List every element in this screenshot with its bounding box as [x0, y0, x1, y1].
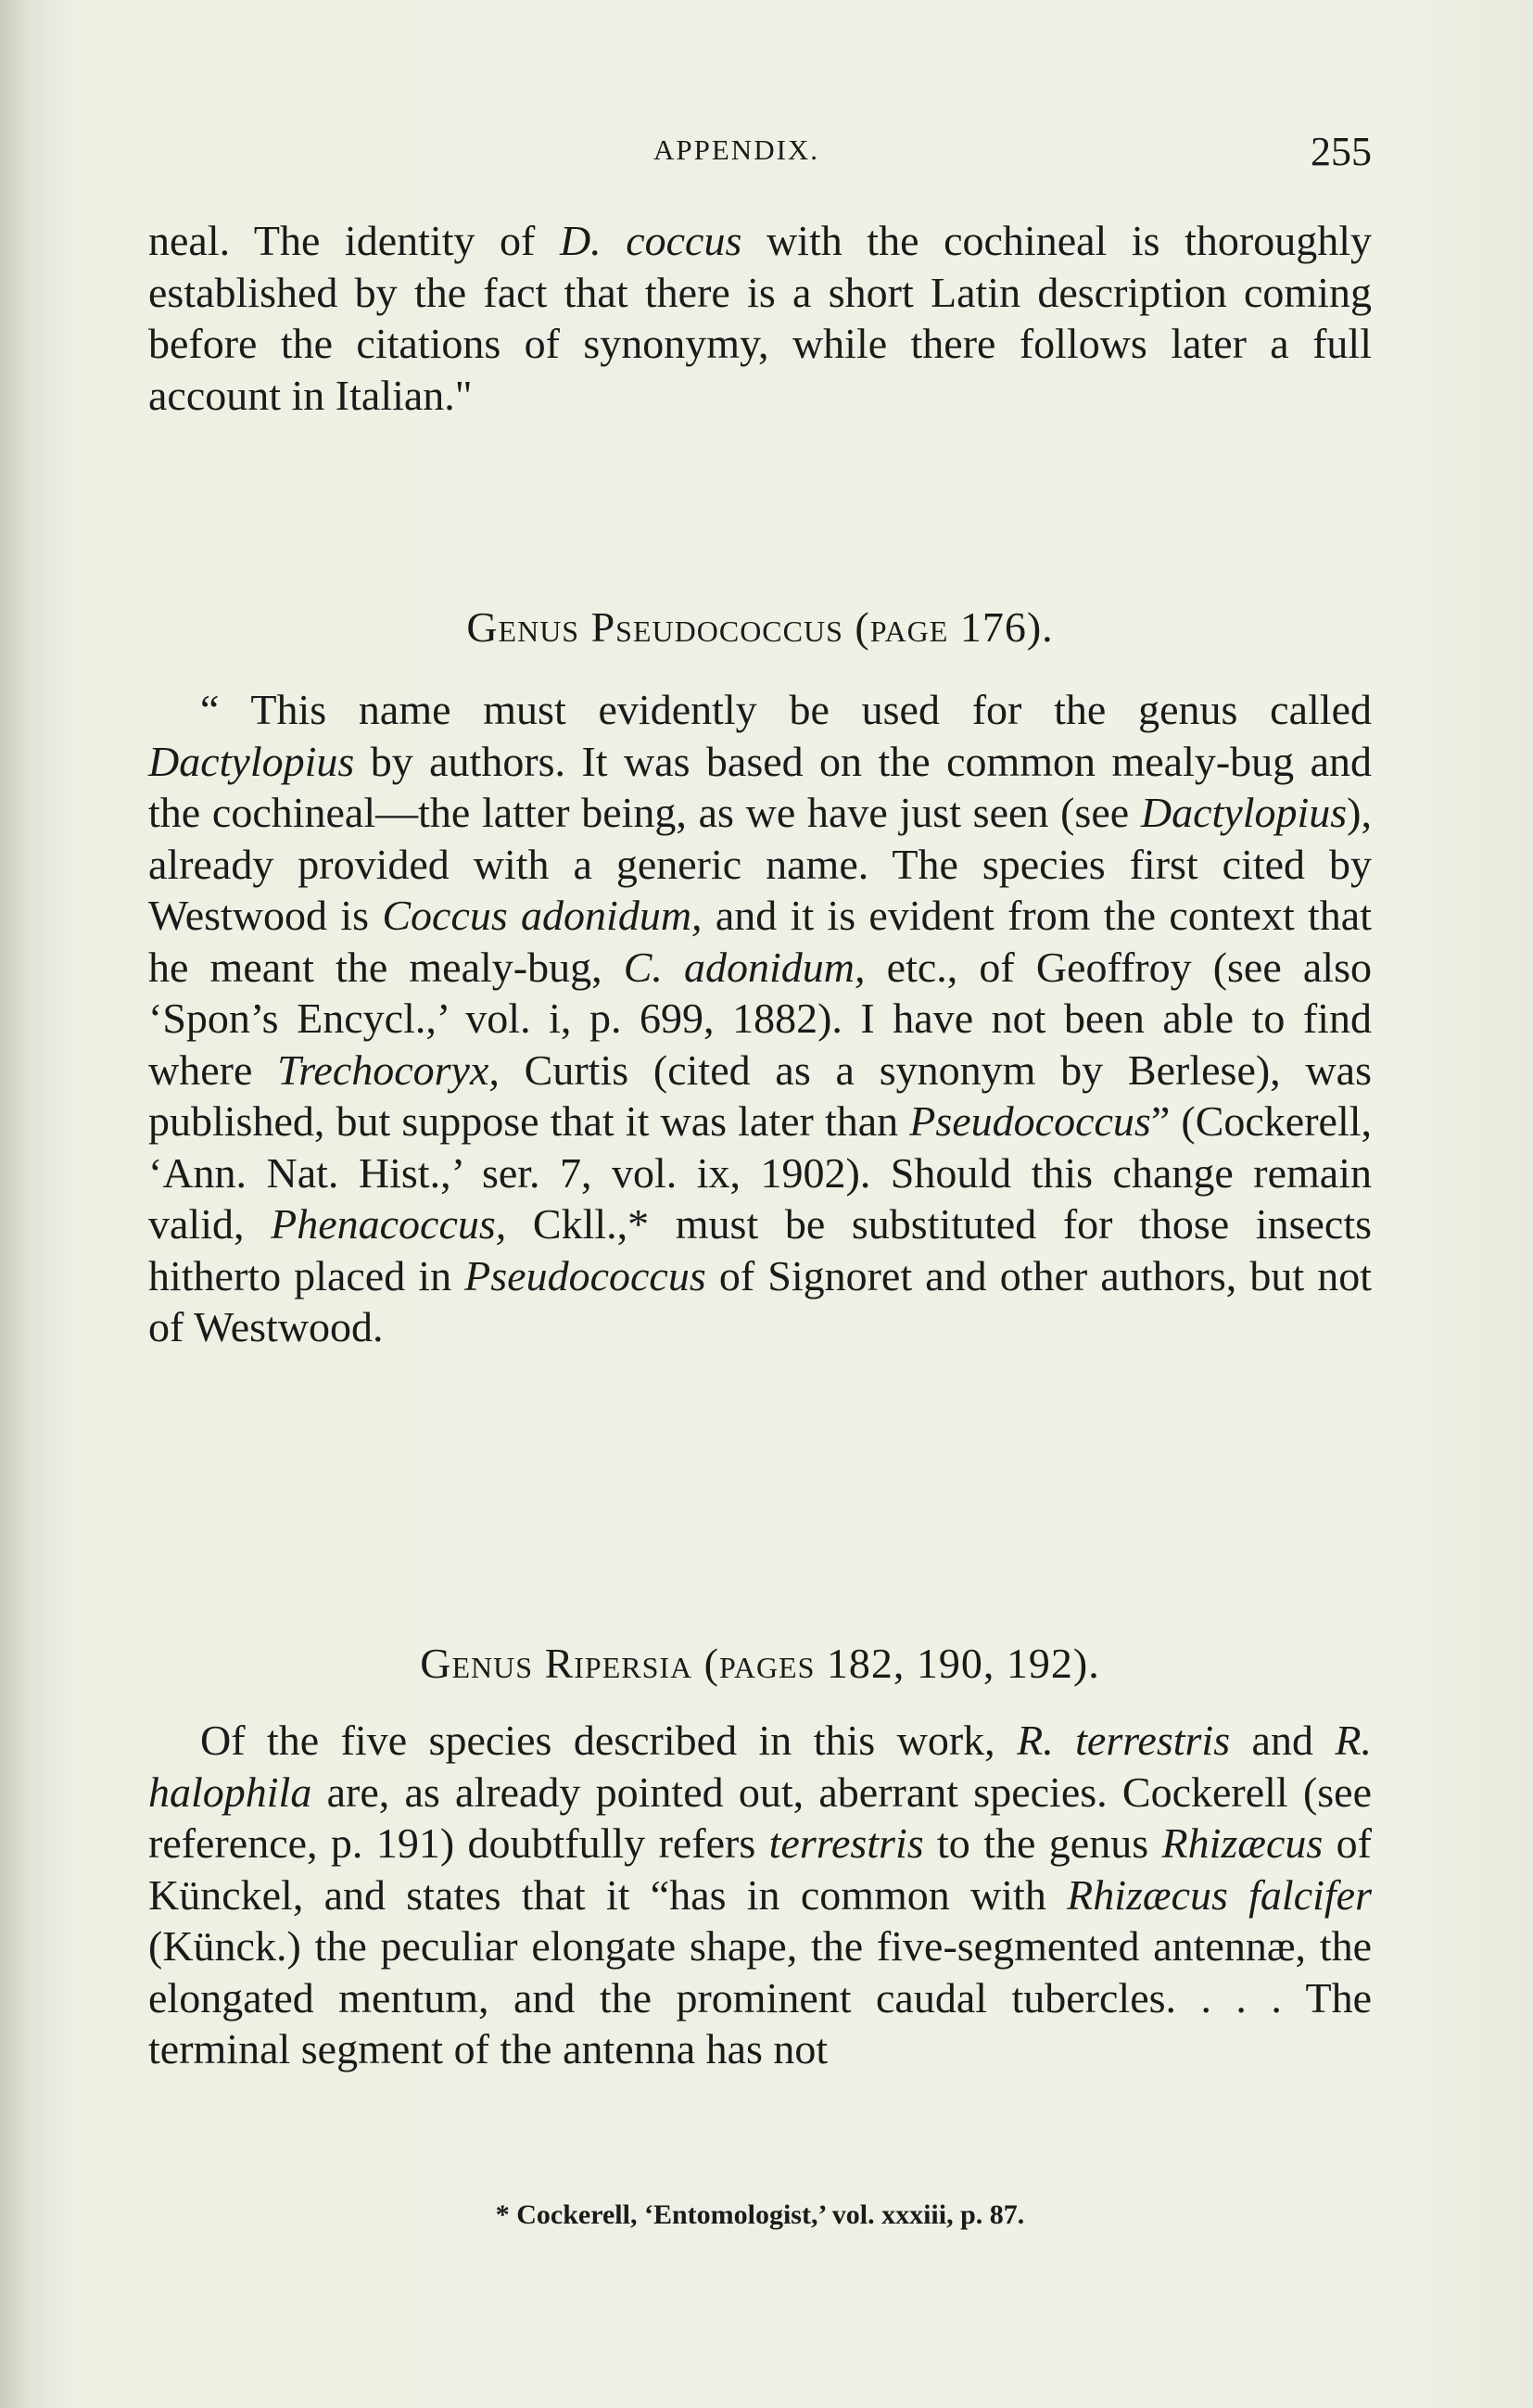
text-run: and — [1230, 1717, 1336, 1764]
text-run: to the genus — [923, 1819, 1162, 1867]
running-head: APPENDIX. — [653, 133, 820, 166]
text-run: and it is evident from the context that he meant the mealy-bug, — [148, 892, 1373, 991]
page-number: 255 — [1311, 129, 1372, 174]
text-run: ), already provided with a generic name. The species first cited by Westwood is — [148, 789, 1372, 939]
text-run: “ This name must evidently be used for the genus called — [200, 686, 1372, 733]
text-run: ” (Cockerell, ‘Ann. Nat. Hist.,’ ser. 7, vol. ix, 1902). Should this change remain valid, — [148, 1097, 1373, 1248]
taxon-name: Phenacoccus, — [271, 1200, 507, 1248]
text-run: (Künck.) the peculiar elongate shape, the five-segmented antennæ, the elongated mentum, and the prominent caudal tubercles. . . . The terminal segment of the antenna has not — [148, 1922, 1372, 2072]
text-run: neal. The identity of — [148, 217, 560, 264]
taxon-name: Rhizæcus falcifer — [1067, 1870, 1373, 1919]
taxon-name: Rhizæcus — [1161, 1819, 1324, 1867]
continuation-paragraph — [148, 215, 1372, 421]
taxon-name: Coccus adonidum, — [382, 892, 703, 939]
text-run: are, as already pointed out, aberrant species. Cockerell (see reference, p. 191) doubtfully refers — [148, 1768, 1372, 1867]
page-header — [148, 128, 1372, 184]
taxon-name: C. adonidum, — [623, 943, 866, 991]
text-run: Curtis (cited as a synonym by Berlese), was published, but suppose that it was later than — [148, 1046, 1372, 1145]
taxon-name: terrestris — [768, 1819, 924, 1867]
text-run: etc., of Geoffroy (see also ‘Spon’s Encycl.,’ vol. i, p. 699, 1882). I have not been able to find where — [148, 943, 1372, 1094]
taxon-name: Pseudococcus — [464, 1251, 706, 1299]
section-heading-ripersia: Genus Ripersia (pages 182, 190, 192). — [420, 1640, 1100, 1687]
text-run: Of the five species described in this work, — [200, 1717, 1018, 1764]
section-heading-pseudococcus: Genus Pseudococcus (page 176). — [466, 603, 1054, 651]
text-run: Ckll.,* must be substituted for those insects hitherto placed in — [148, 1200, 1372, 1299]
taxon-name: Pseudococcus — [909, 1097, 1151, 1145]
taxon-name: R. terrestris — [1017, 1717, 1231, 1764]
text-run: with the cochineal is thoroughly established by the fact that there is a short Latin description coming before the citations of synonymy, while there follows later a full account in Italian." — [148, 217, 1373, 419]
taxon-name: D. coccus — [559, 217, 742, 264]
footnote: * Cockerell, ‘Entomologist,’ vol. xxxiii, p. 87. — [495, 2199, 1025, 2230]
text-run: of Künckel, and states that it “has in common with — [148, 1819, 1372, 1919]
ripersia-paragraph — [148, 1715, 1372, 2075]
taxon-name: R. halophila — [148, 1717, 1373, 1816]
taxon-name: Dactylopius — [1140, 789, 1348, 836]
pseudococcus-paragraph — [148, 684, 1372, 1353]
taxon-name: Trechocoryx, — [277, 1046, 500, 1094]
text-run: by authors. It was based on the common mealy-bug and the cochineal—the latter being, as we have just seen (see — [148, 737, 1372, 836]
text-run: of Signoret and other authors, but not of Westwood. — [148, 1251, 1373, 1350]
taxon-name: Dactylopius — [148, 737, 355, 785]
